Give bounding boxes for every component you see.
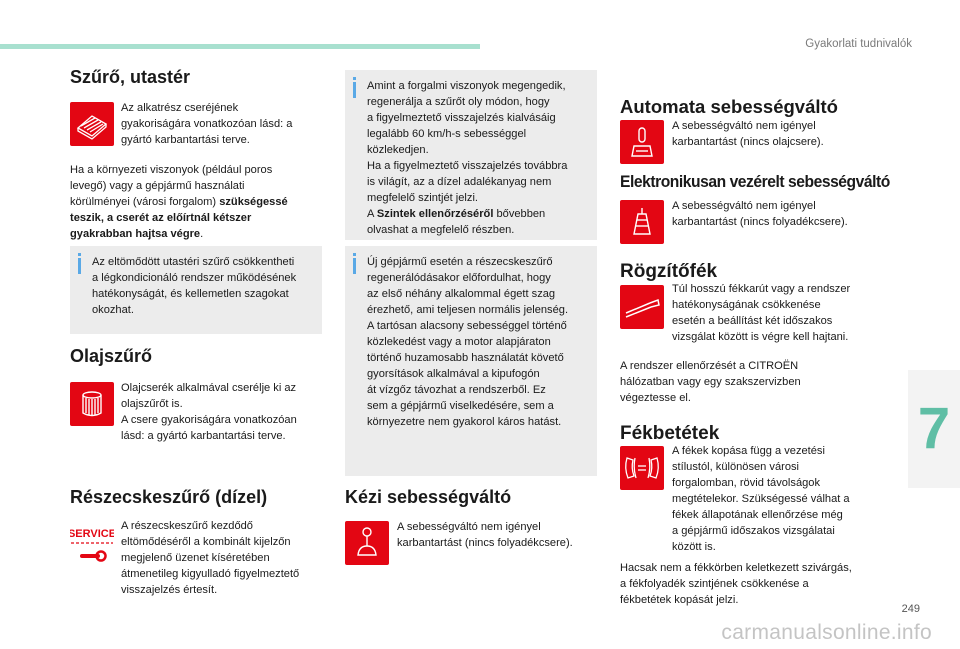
brake-pads-heading: Fékbetétek	[620, 423, 720, 444]
brake-pads-text: A fékek kopása függ a vezetési stílustól, különösen városi forgalomban, rövid távolságok megtételekor. Szükségessé válhat a fékek állapotának ellenőrzése még a gépjármű időszakos vizsgálatai között is.	[672, 445, 850, 553]
info-icon	[78, 258, 81, 274]
cabin-filter-info-box: Az eltömődött utastéri szűrő csökkentheti a légkondicionáló rendszer működésének hatékonyságát, és kellemetlen szagokat okozhat.	[70, 246, 322, 334]
cabin-filter-paragraph: Ha a környezeti viszonyok (például poros levegő) vagy a gépjármű használati körülményei (városi forgalom) szükségessé teszik, a cserét az előírtnál kétszer gyakrabban hajtsa végre.	[70, 164, 288, 240]
parking-brake-paragraph: A rendszer ellenőrzését a CITROËN hálózatban vagy egy szakszervizben végeztesse el.	[620, 360, 801, 404]
watermark: carmanualsonline.info	[721, 621, 932, 644]
page-number: 249	[901, 603, 920, 615]
automatic-gearbox-text: A sebességváltó nem igényel karbantartást (nincs olajcsere).	[672, 120, 824, 148]
svg-text:SERVICE: SERVICE	[70, 528, 114, 540]
brake-pads-paragraph: Hacsak nem a fékkörben keletkezett szivárgás, a fékfolyadék szintjének csökkenése a fékbetétek kopását jelzi.	[620, 562, 852, 606]
info-icon	[353, 82, 356, 98]
automatic-gearbox-icon	[620, 120, 664, 164]
wrench-icon	[82, 552, 106, 561]
oil-filter-heading: Olajszűrő	[70, 346, 153, 366]
particle-filter-text: A részecskeszűrő kezdődő eltömődéséről a kombinált kijelzőn megjelenő üzenet kíséretében átmenetileg kigyulladó figyelmeztető visszajelzés értesít.	[121, 520, 300, 596]
oil-filter-icon	[70, 382, 114, 426]
parking-brake-icon	[620, 285, 664, 329]
cabin-filter-heading: Szűrő, utastér	[70, 67, 191, 87]
manual-gearbox-text: A sebességváltó nem igényel karbantartást (nincs folyadékcsere).	[397, 521, 573, 549]
cabin-filter-icon	[70, 102, 114, 146]
electronic-gearbox-text: A sebességváltó nem igényel karbantartást (nincs folyadékcsere).	[672, 200, 848, 228]
new-vehicle-info-box: Új gépjármű esetén a részecskeszűrő regenerálódásakor előfordulhat, hogy az első néhány alkalommal égett szag érezhető, ami teljesen normális jelenség. A tartósan alacsony sebességgel történő közlekedést vagy a motor alapjáraton történő huzamosabb használatát követő gyorsítások alkalmával a kipufogón át vízgőz távozhat a rendszerből. Ez sem a gépjármű viselkedésére, sem a környezetre nem gyakorol káros hatást.	[345, 246, 597, 476]
section-title: Gyakorlati tudnivalók	[805, 38, 912, 50]
service-warning-icon	[70, 524, 114, 568]
chapter-number: 7	[917, 396, 951, 461]
parking-brake-text: Túl hosszú fékkarút vagy a rendszer hatékonyságának csökkenése esetén a beállítást két időszakos vizsgálat között is végre kell hajtani.	[672, 283, 851, 343]
parking-brake-heading: Rögzítőfék	[620, 261, 718, 282]
automatic-gearbox-heading: Automata sebességváltó	[620, 96, 838, 117]
header-accent-bar	[0, 44, 480, 49]
brake-pads-icon	[620, 446, 664, 490]
oil-filter-text: Olajcserék alkalmával cserélje ki az olajszűrőt is. A csere gyakoriságára vonatkozóan lásd: a gyártó karbantartási terve.	[121, 382, 297, 442]
info-icon	[353, 258, 356, 274]
manual-gearbox-heading: Kézi sebességváltó	[345, 487, 512, 507]
electronic-gearbox-heading: Elektronikusan vezérelt sebességváltó	[620, 172, 890, 191]
regeneration-info-box: Amint a forgalmi viszonyok megengedik, regenerálja a szűrőt oly módon, hogy a figyelmeztető visszajelzés kialvásáig legalább 60 km/h-s sebességgel közlekedjen. Ha a figyelmeztető visszajelzés továbbra is világít, az a dízel adalékanyag nem megfelelő szintjét jelzi. A Szintek ellenőrzéséről bővebben olvashat a megfelelő részben.	[345, 70, 597, 240]
electronic-gearbox-icon	[620, 200, 664, 244]
particle-filter-heading: Részecskeszűrő (dízel)	[70, 487, 268, 507]
cabin-filter-icon-text: Az alkatrész cseréjének gyakoriságára vonatkozóan lásd: a gyártó karbantartási terve.	[121, 102, 293, 146]
manual-gearbox-icon	[345, 521, 389, 565]
